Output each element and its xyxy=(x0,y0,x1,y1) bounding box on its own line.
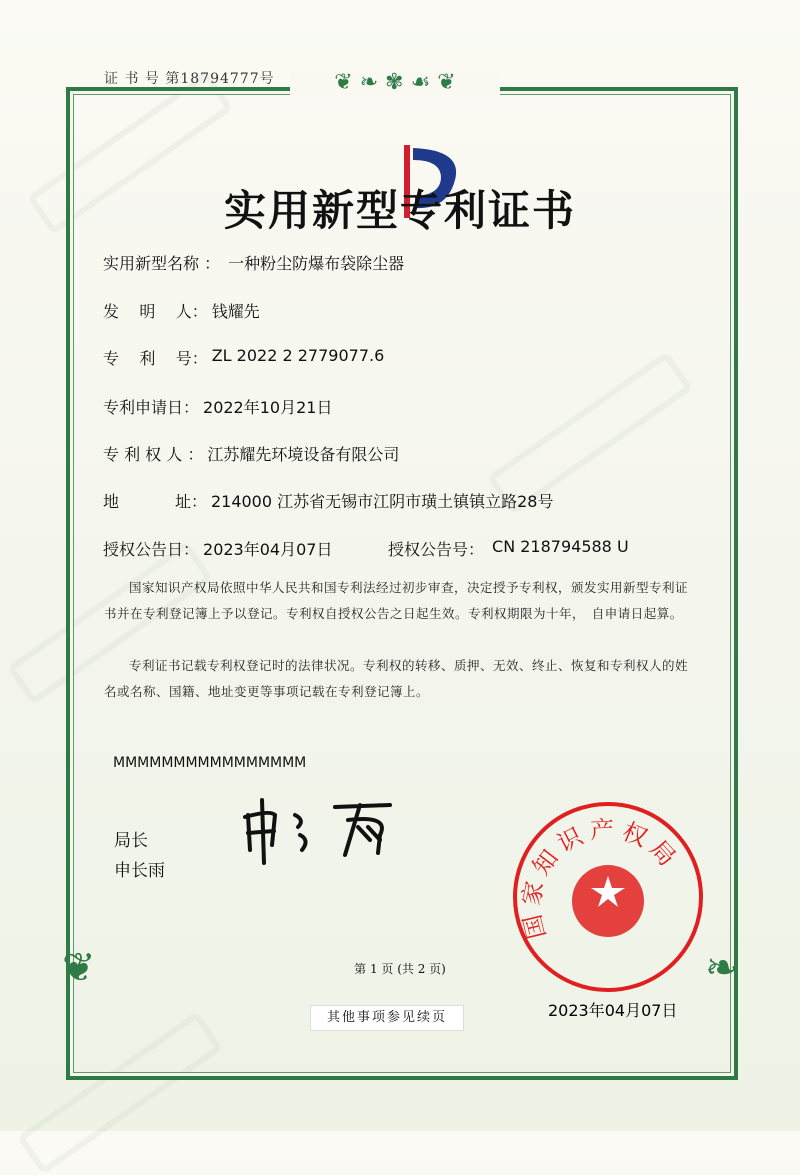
field-value: ZL 2022 2 2779077.6 xyxy=(211,346,385,365)
paragraph-legal-status: 专利证书记载专利权登记时的法律状况。专利权的转移、质押、无效、终止、恢复和专利权人的姓名或名称、国籍、地址变更等事项记载在专利登记簿上。 xyxy=(104,658,689,699)
field-label: 专利申请日： xyxy=(103,398,200,417)
field-label: 授权公告日： xyxy=(103,540,200,559)
field-grant-date xyxy=(103,537,332,560)
certificate-number: 证 书 号 第18794777号 xyxy=(104,71,275,87)
field-application-date xyxy=(103,395,332,418)
field-label: 发 明 人： xyxy=(103,302,208,321)
seal-text: 国家知识产权局 xyxy=(517,815,686,942)
code-line: MMMMMMMMMMMMMMMM xyxy=(113,755,307,771)
field-label: 地 址： xyxy=(103,492,207,511)
field-label: 实用新型名称 ： xyxy=(103,254,221,273)
signature xyxy=(240,795,420,865)
field-address xyxy=(103,489,553,512)
director-name: 申长雨 xyxy=(114,861,165,881)
field-value: 江苏耀先环境设备有限公司 xyxy=(207,445,400,464)
national-emblem xyxy=(572,865,644,937)
field-value: 214000 江苏省无锡市江阴市璜土镇镇立路28号 xyxy=(210,492,554,511)
field-value: 一种粉尘防爆布袋除尘器 xyxy=(228,254,405,273)
field-value: 2022年10月21日 xyxy=(203,398,333,417)
field-grant-number xyxy=(388,537,629,560)
field-value: 2023年04月07日 xyxy=(203,540,333,559)
field-patent-number xyxy=(103,346,384,369)
ornament-corner-left: ❦ xyxy=(62,945,96,991)
see-continuation-button[interactable]: 其他事项参见续页 xyxy=(310,1005,464,1031)
director-title: 局长 xyxy=(114,831,148,851)
field-inventor xyxy=(103,299,260,322)
field-utility-model-name xyxy=(103,251,404,274)
field-value: CN 218794588 U xyxy=(492,537,629,556)
page-title: 实用新型专利证书 xyxy=(223,186,576,235)
field-label: 专 利 权 人 ： xyxy=(103,445,204,464)
field-patentee xyxy=(103,442,399,465)
ornament-top: ❦ ❧ ✾ ☙ ❦ xyxy=(290,70,500,95)
ornament-corner-right: ❧ xyxy=(705,945,739,991)
field-label: 专 利 号： xyxy=(103,349,208,368)
page-info: 第 1 页 (共 2 页) xyxy=(354,962,446,976)
field-label: 授权公告号： xyxy=(388,540,485,559)
paragraph-grant: 国家知识产权局依照中华人民共和国专利法经过初步审查，决定授予专利权，颁发实用新型专利证书并在专利登记簿上予以登记。专利权自授权公告之日起生效。专利权期限为十年， 自申请日起算。 xyxy=(104,580,689,621)
field-value: 钱耀先 xyxy=(211,302,260,321)
seal-date: 2023年04月07日 xyxy=(548,1001,678,1020)
